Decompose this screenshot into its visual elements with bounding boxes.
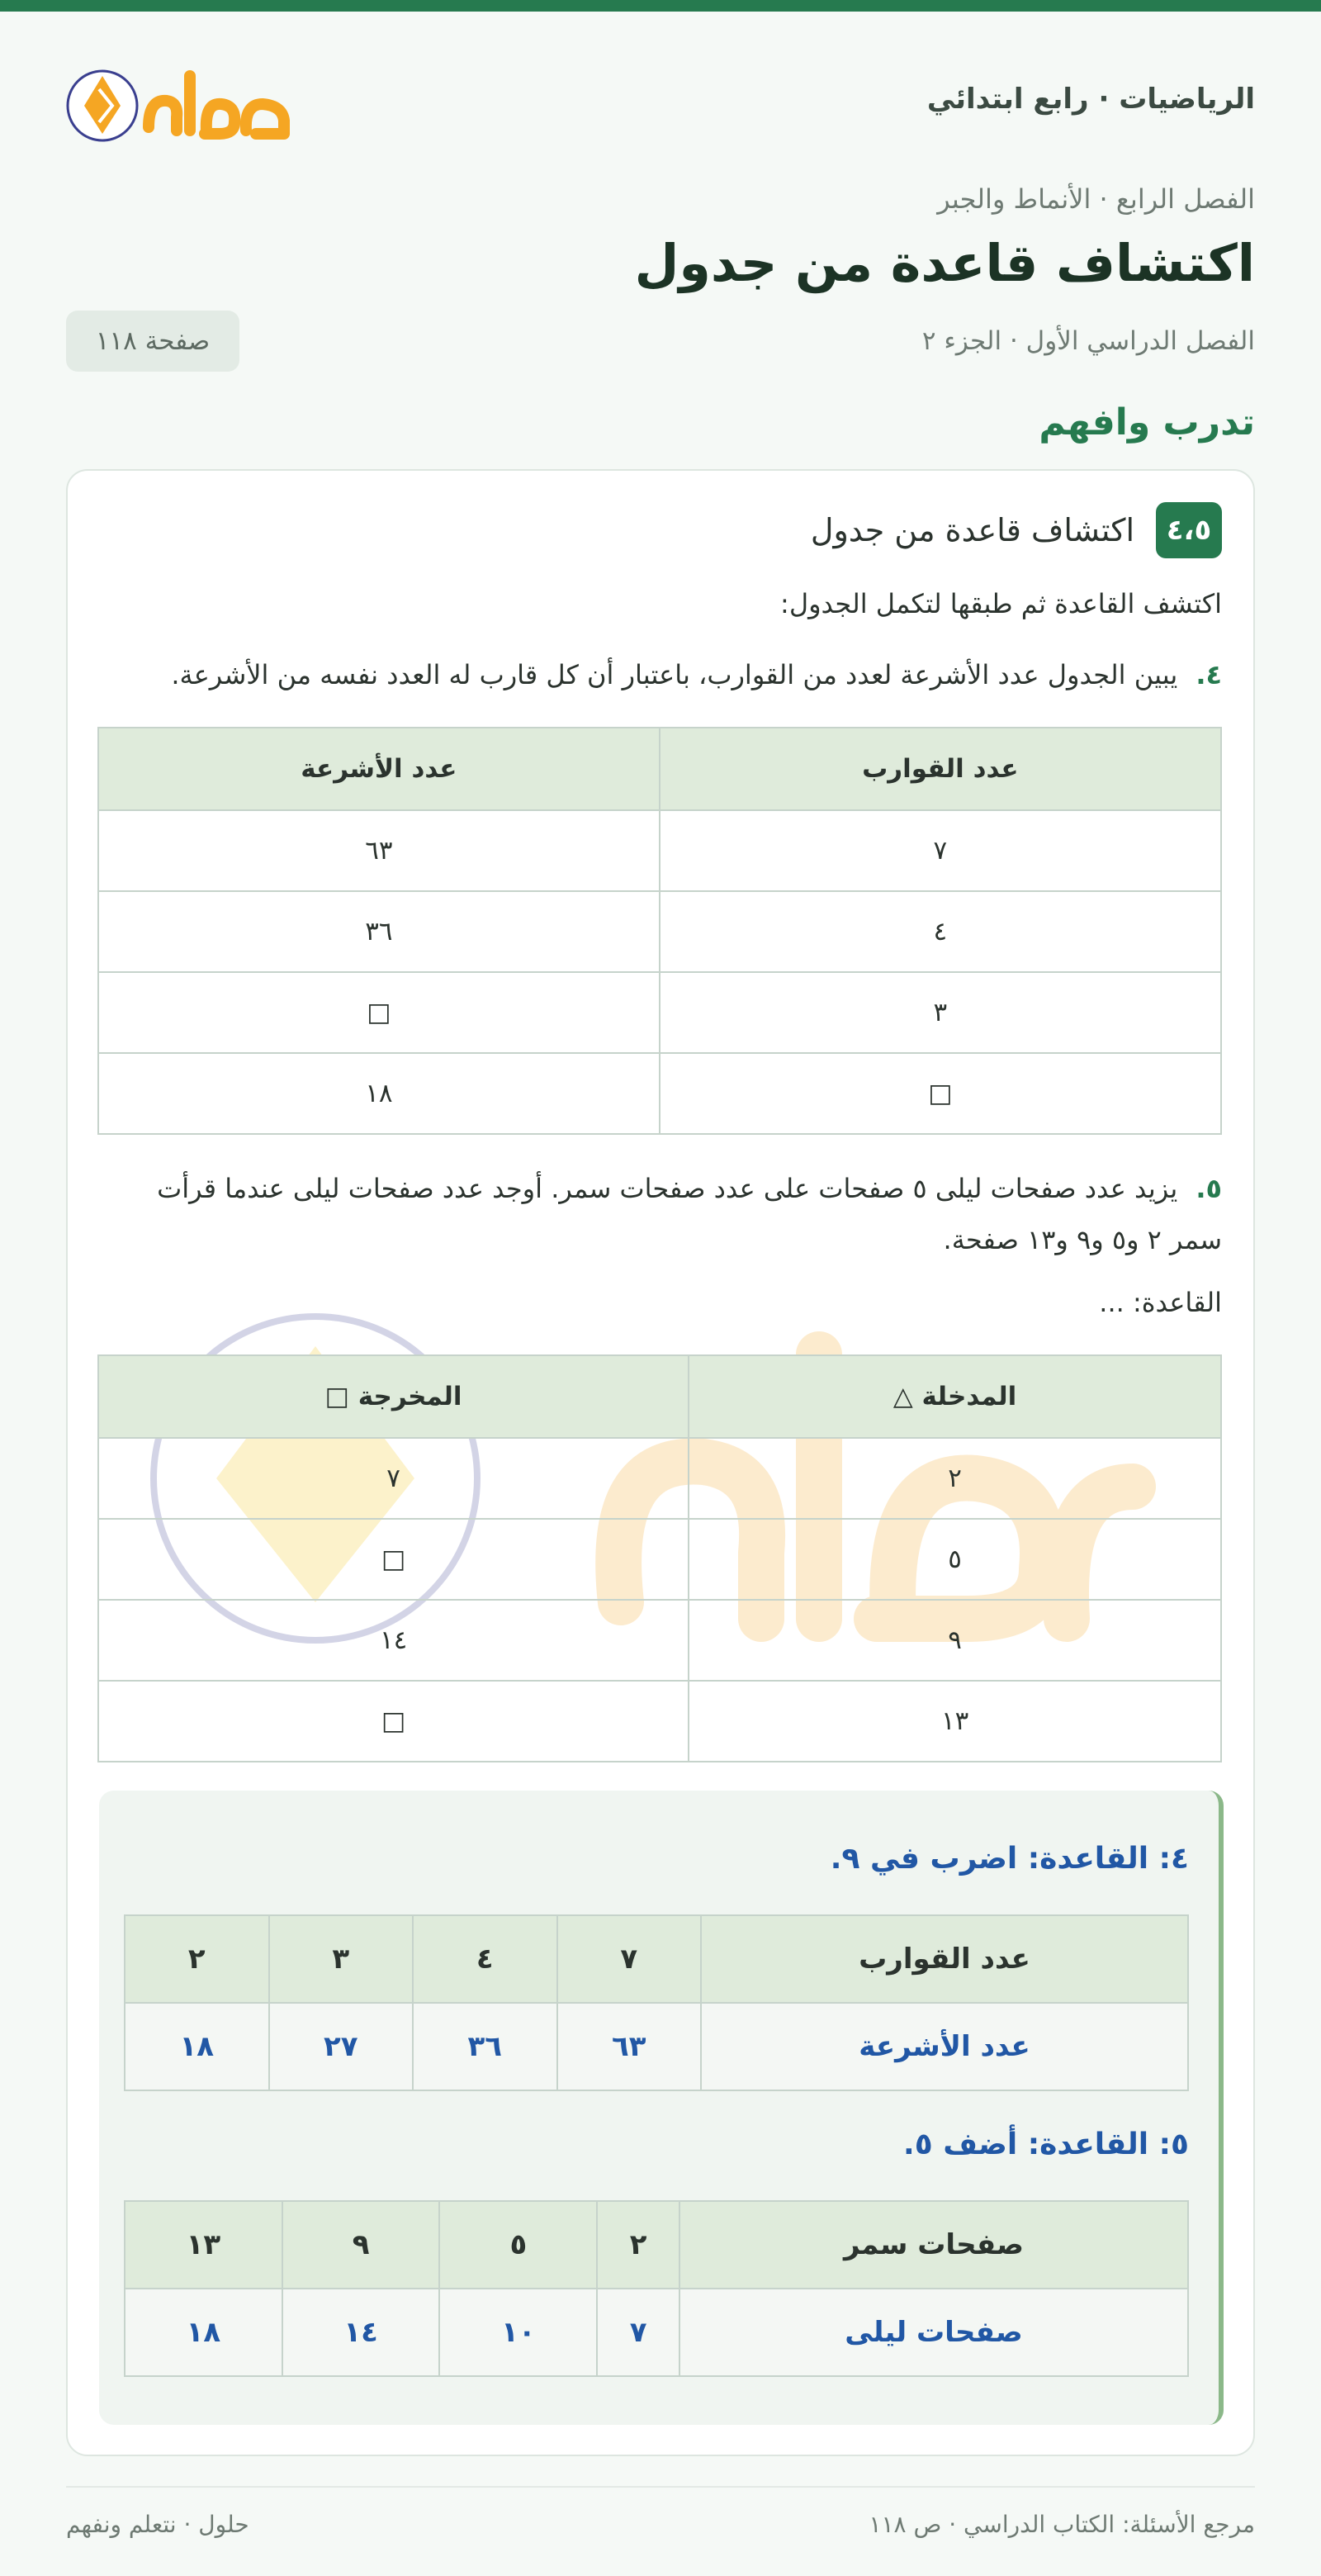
table-cell: ٩	[282, 2201, 440, 2289]
table-row	[98, 1681, 1221, 1762]
table-row	[125, 2201, 1188, 2289]
question-4-table	[97, 727, 1222, 1135]
footer-reference: مرجع الأسئلة: الكتاب الدراسي · ص ١١٨	[869, 2511, 1255, 2538]
blank-cell: □	[98, 1519, 689, 1600]
page-number-badge: صفحة ١١٨	[66, 311, 239, 372]
table-row	[125, 1915, 1188, 2003]
table-header: المخرجة □	[98, 1355, 689, 1438]
hulul-logo-icon	[66, 51, 297, 159]
table-cell: ٩	[689, 1600, 1221, 1681]
table-row	[125, 2289, 1188, 2376]
question-4	[99, 654, 1222, 696]
table-cell: عدد القوارب	[701, 1915, 1188, 2003]
table-header: عدد الأشرعة	[98, 728, 660, 810]
lesson-number-badge: ٤،٥	[1156, 502, 1222, 558]
question-5-table	[97, 1354, 1222, 1762]
table-cell: ١٣	[125, 2201, 282, 2289]
answer-5-table	[124, 2200, 1189, 2377]
subject-label: الرياضيات · رابع ابتدائي	[926, 83, 1255, 116]
table-header: المدخلة △	[689, 1355, 1221, 1438]
table-cell: ٧	[660, 810, 1221, 891]
table-cell: ٤	[660, 891, 1221, 972]
table-cell: ٢٧	[269, 2003, 414, 2090]
lesson-title: اكتشاف قاعدة من جدول	[810, 512, 1134, 548]
table-row	[98, 1519, 1221, 1600]
table-cell: ١٨	[125, 2003, 269, 2090]
question-5	[99, 1163, 1222, 1266]
table-cell: صفحات سمر	[679, 2201, 1188, 2289]
answer-4-table	[124, 1914, 1189, 2091]
page-title: اكتشاف قاعدة من جدول	[634, 233, 1255, 293]
section-heading: تدرب وافهم	[1039, 401, 1255, 444]
table-cell: ١٤	[282, 2289, 440, 2376]
table-cell: ٧	[98, 1438, 689, 1519]
footer-brand: حلول · نتعلم ونفهم	[66, 2511, 249, 2538]
rule-prompt: القاعدة: ...	[1099, 1287, 1222, 1318]
table-cell: ٥	[439, 2201, 597, 2289]
table-row	[98, 810, 1221, 891]
semester-label: الفصل الدراسي الأول · الجزء ٢	[921, 326, 1255, 356]
table-cell: ٣	[660, 972, 1221, 1053]
answer-4-heading: ٤: القاعدة: اضرب في ٩.	[830, 1842, 1189, 1876]
instruction-text: اكتشف القاعدة ثم طبقها لتكمل الجدول:	[780, 588, 1222, 619]
table-cell: ١٠	[439, 2289, 597, 2376]
blank-cell: □	[98, 1681, 689, 1762]
footer-divider	[66, 2486, 1255, 2488]
table-cell: ٦٣	[98, 810, 660, 891]
table-header: عدد القوارب	[660, 728, 1221, 810]
table-row	[98, 1053, 1221, 1134]
table-cell: ٥	[689, 1519, 1221, 1600]
table-cell: ١٨	[125, 2289, 282, 2376]
table-row	[98, 1438, 1221, 1519]
table-cell: ٢	[689, 1438, 1221, 1519]
table-cell: ٣٦	[413, 2003, 557, 2090]
table-row	[98, 891, 1221, 972]
table-cell: ١٨	[98, 1053, 660, 1134]
table-row	[98, 972, 1221, 1053]
table-cell: ٢	[597, 2201, 679, 2289]
answer-5-heading: ٥: القاعدة: أضف ٥.	[903, 2128, 1189, 2161]
question-5-number: ٥.	[1196, 1173, 1222, 1204]
table-cell: ١٤	[98, 1600, 689, 1681]
table-row	[125, 2003, 1188, 2090]
page-header	[66, 51, 1255, 159]
table-row	[98, 1600, 1221, 1681]
table-cell: ٣	[269, 1915, 414, 2003]
table-cell: ٣٦	[98, 891, 660, 972]
lesson-header	[811, 502, 1222, 558]
blank-cell: □	[98, 972, 660, 1053]
question-4-number: ٤.	[1196, 659, 1222, 690]
table-cell: ٧	[557, 1915, 702, 2003]
table-cell: ١٣	[689, 1681, 1221, 1762]
table-cell: صفحات ليلى	[679, 2289, 1188, 2376]
table-cell: عدد الأشرعة	[701, 2003, 1188, 2090]
answer-key-box	[99, 1791, 1224, 2425]
question-4-text: يبين الجدول عدد الأشرعة لعدد من القوارب، باعتبار أن كل قارب له العدد نفسه من الأشرعة.	[171, 659, 1178, 690]
table-cell: ٤	[413, 1915, 557, 2003]
table-cell: ٧	[597, 2289, 679, 2376]
table-cell: ٦٣	[557, 2003, 702, 2090]
chapter-label: الفصل الرابع · الأنماط والجبر	[937, 183, 1255, 215]
top-accent-bar	[0, 0, 1321, 12]
exercise-card	[66, 469, 1255, 2456]
blank-cell: □	[660, 1053, 1221, 1134]
question-5-text: يزيد عدد صفحات ليلى ٥ صفحات على عدد صفحات سمر. أوجد عدد صفحات ليلى عندما قرأت سمر ٢ و٥ و٩ و١٣ صفحة.	[157, 1173, 1222, 1256]
table-cell: ٢	[125, 1915, 269, 2003]
